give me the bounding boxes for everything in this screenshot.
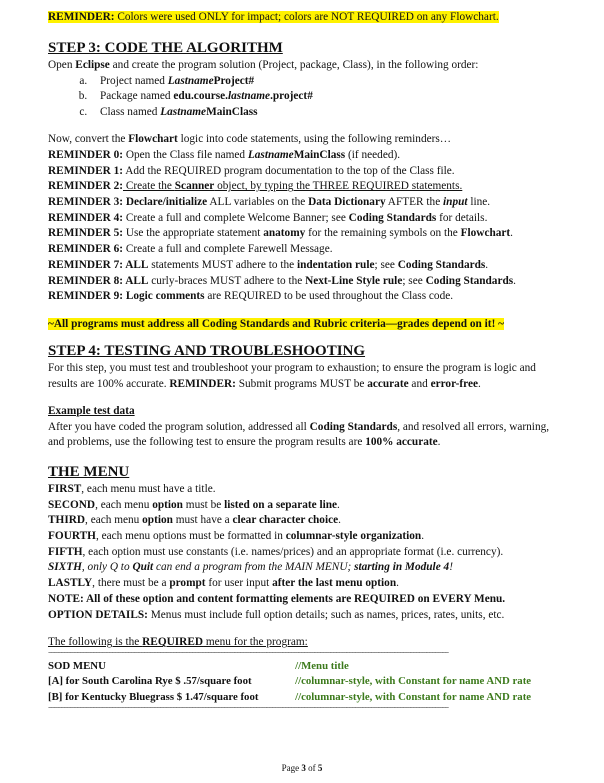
grading-warning: ~All programs must address all Coding Standards and Rubric criteria—grades depend on it! ~ (48, 318, 505, 330)
reminder-8: REMINDER 8: ALL curly-braces MUST adhere to the Next-Line Style rule; see Coding Standards. (48, 274, 516, 287)
setup-list (48, 74, 558, 121)
page-number: Page 3 of 5 (281, 763, 323, 773)
reminder-5: REMINDER 5: Use the appropriate statement anatomy for the remaining symbols on the Flowchart. (48, 227, 513, 240)
example-heading: Example test data (48, 405, 135, 418)
table-row: SOD MENU //Menu title (48, 659, 349, 672)
menu-heading: THE MENU (48, 463, 130, 480)
step3-intro: Open Eclipse and create the program solution (Project, package, Class), in the following order: (48, 59, 479, 71)
sample-menu (48, 659, 558, 706)
menu-divider-bottom: ~~~~~~~~~~~~~~~~~~~~~~~~~~~~~~~~~~~~~~~~~~~~~~~~~~~~~~~~~~~~~~~~~~~~~~~~~~~~~~~~~~~~~~~~~~~~~~~~~~~~~~~~~~~~~~~~~~~~~~~~~~~~~ (48, 706, 449, 714)
list-item: c. Class named LastnameMainClass (90, 105, 558, 121)
list-item: a. Project named LastnameProject# (90, 74, 558, 90)
reminder-6: REMINDER 6: Create a full and complete Farewell Message. (48, 243, 333, 256)
color-reminder: REMINDER: Colors were used ONLY for impact; colors are NOT REQUIRED on any Flowchart. (48, 11, 499, 23)
reminder-7: REMINDER 7: ALL statements MUST adhere to the indentation rule; see Coding Standards. (48, 258, 489, 271)
rule-second: SECOND, each menu option must be listed on a separate line. (48, 498, 340, 511)
step4-paragraph: For this step, you must test and troubleshoot your program to exhaustion; to ensure the program is logic and results are 100% accurate. REMINDER: Submit programs MUST be accurate and error-free. (48, 362, 536, 390)
rule-fourth: FOURTH, each menu options must be formatted in columnar-style organization. (48, 530, 425, 543)
list-item: b. Package named edu.course.lastname.project# (90, 89, 558, 105)
rule-note: NOTE: All of these option and content formatting elements are REQUIRED on EVERY Menu. (48, 592, 506, 605)
step3-heading: STEP 3: CODE THE ALGORITHM (48, 40, 283, 56)
required-menu-caption: The following is the REQUIRED menu for the program: (48, 636, 308, 649)
rule-fifth: FIFTH, each option must use constants (i.e. names/prices) and an appropriate format (i.e. currency). (48, 545, 504, 558)
table-row: [A] for South Carolina Rye $ .57/square foot //columnar-style, with Constant for name AND rate (48, 675, 532, 688)
rule-first: FIRST, each menu must have a title. (48, 482, 216, 495)
reminder-3: REMINDER 3: Declare/initialize ALL variables on the Data Dictionary AFTER the input line. (48, 196, 491, 209)
rule-lastly: LASTLY, there must be a prompt for user input after the last menu option. (48, 577, 399, 590)
table-row: [B] for Kentucky Bluegrass $ 1.47/square foot //columnar-style, with Constant for name AND rate (48, 690, 532, 703)
reminder-0: REMINDER 0: Open the Class file named LastnameMainClass (if needed). (48, 148, 401, 161)
reminder-4: REMINDER 4: Create a full and complete Welcome Banner; see Coding Standards for details. (48, 211, 488, 224)
reminder-9: REMINDER 9: Logic comments are REQUIRED to be used throughout the Class code. (48, 290, 454, 303)
rule-option-details: OPTION DETAILS: Menus must include full option details; such as names, prices, rates, units, etc. (48, 608, 505, 621)
document-page (48, 10, 558, 713)
reminder-1: REMINDER 1: Add the REQUIRED program documentation to the top of the Class file. (48, 164, 455, 177)
reminder-2: REMINDER 2: Create the Scanner object, by typing the THREE REQUIRED statements. (48, 180, 463, 193)
menu-divider-top: ~~~~~~~~~~~~~~~~~~~~~~~~~~~~~~~~~~~~~~~~~~~~~~~~~~~~~~~~~~~~~~~~~~~~~~~~~~~~~~~~~~~~~~~~~~~~~~~~~~~~~~~~~~~~~~~~~~~~~~~~~~~~~ (48, 650, 449, 658)
step4-heading: STEP 4: TESTING AND TROUBLESHOOTING (48, 343, 366, 359)
convert-intro: Now, convert the Flowchart logic into code statements, using the following reminders… (48, 133, 452, 146)
example-paragraph: After you have coded the program solution, addressed all Coding Standards, and resolved all errors, warning, and problems, use the following test to ensure the program results are 100% accurate. (48, 420, 550, 449)
rule-third: THIRD, each menu option must have a clear character choice. (48, 514, 341, 527)
rule-sixth: SIXTH, only Q to Quit can end a program from the MAIN MENU; starting in Module 4! (48, 561, 453, 574)
